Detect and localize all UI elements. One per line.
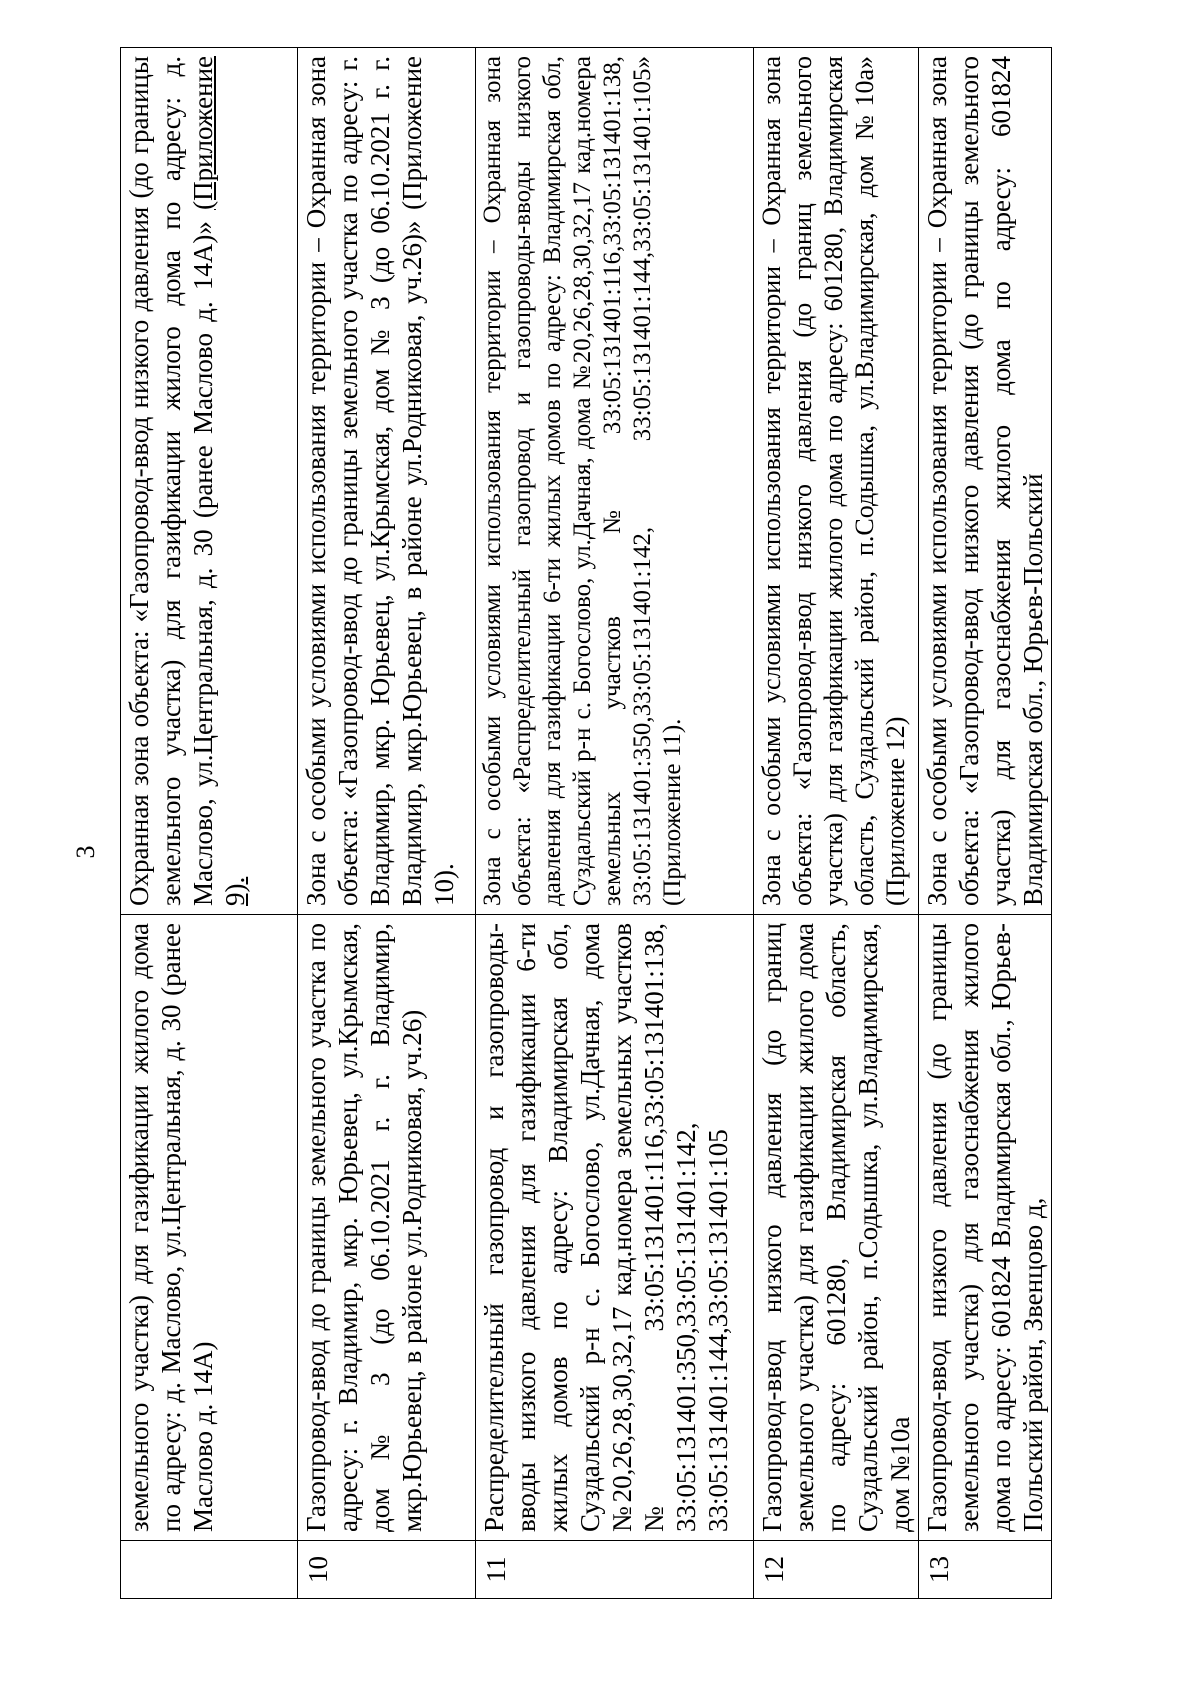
zone-text: Зона с особыми условиями использования территории – Охранная зона объекта: «Газопровод-ввод низкого давления (до границы земельного участка) для газоснабжения жилого дома по адресу: 601824 Владимирская обл., Юрьев-Польский <box>922 56 1048 906</box>
row-number: 12 <box>754 1541 919 1599</box>
table-row <box>754 48 919 1599</box>
protection-zone-text <box>919 48 1052 915</box>
zone-text: Охранная зона объекта: «Газопровод-ввод низкого давления (до границы земельного участка) для газификации жилого дома по адресу: д. Маслово, ул.Центральная, д. 30 (ранее Маслово д. 14А)» <box>124 56 218 906</box>
object-description: Распределительный газопровод и газопроводы-вводы низкого давления для газификации 6-ти жилых домов по адресу: Владимирская обл, Суздальский р-н с. Богослово, ул.Дачная, дома №20,26,28,30,32,17 кад.номера земельных участков №33:05:131401:116,33:05:131401:138, 33:05:131401:350,33:05:131401:142, 33:05:131401:144,33:05:131401:105 <box>476 915 754 1541</box>
table-row <box>298 48 476 1599</box>
protection-zone-text <box>476 48 754 915</box>
row-number: 13 <box>919 1541 1052 1599</box>
zone-text: Зона с особыми условиями использования территории – Охранная зона объекта: «Распределительный газопровод и газопроводы-вводы низкого давления для газификации 6-ти жилых домов по адресу: Владимирская обл, Суздальский р-н с. Богослово, ул.Дачная, дома №20,26,28,30,32,17 кад.номера земельных участков №33:05:131401:116,33:05:131401:138, 33:05:131401:350,33:05:131401:142, 33:05:131401:144,33:05:131401:105» (Приложение 11). <box>479 56 686 906</box>
protection-zone-text <box>754 48 919 915</box>
objects-table <box>120 48 1048 1599</box>
row-number <box>121 1541 298 1599</box>
row-number: 11 <box>476 1541 754 1599</box>
row-number: 10 <box>298 1541 476 1599</box>
appendix-reference: (Приложение 10). <box>397 56 459 906</box>
object-description: земельного участка) для газификации жилого дома по адресу: д. Маслово, ул.Центральная, д. 30 (ранее Маслово д. 14А) <box>121 915 298 1541</box>
object-description: Газопровод-ввод до границы земельного участка по адресу: г. Владимир, мкр. Юрьевец, ул.Крымская, дом № 3 (до 06.10.2021 г. г. Владимир, мкр.Юрьевец, в районе ул.Родниковая, уч.26) <box>298 915 476 1541</box>
appendix-reference: (Приложение 9). <box>188 56 250 906</box>
protection-zone-text <box>298 48 476 915</box>
object-description: Газопровод-ввод низкого давления (до границ земельного участка) для газификации жилого дома по адресу: 601280, Владимирская область, Суздальский район, п.Содышка, ул.Владимирская, дом №10а <box>754 915 919 1541</box>
table-row <box>919 48 1052 1599</box>
zone-text: Зона с особыми условиями использования территории – Охранная зона объекта: «Газопровод-ввод низкого давления (до границ земельного участка) для газификации жилого дома по адресу: 601280, Владимирская область, Суздальский район, п.Содышка, ул.Владимирская, дом №10а» (Приложение 12) <box>757 56 910 906</box>
zone-text: Зона с особыми условиями использования территории – Охранная зона объекта: «Газопровод-ввод до границы земельного участка по адресу: г. Владимир, мкр. Юрьевец, ул.Крымская, дом № 3 (до 06.10.2021 г. г. Владимир, мкр.Юрьевец, в районе ул.Родниковая, уч.26)» <box>301 56 427 906</box>
table-row <box>476 48 754 1599</box>
page-number: 3 <box>71 845 100 859</box>
table-row <box>121 48 298 1599</box>
object-description: Газопровод-ввод низкого давления (до границы земельного участка) для газоснабжения жилого дома по адресу: 601824 Владимирская обл., Юрьев-Польский район, Звенцово д, <box>919 915 1052 1541</box>
protection-zone-text <box>121 48 298 915</box>
